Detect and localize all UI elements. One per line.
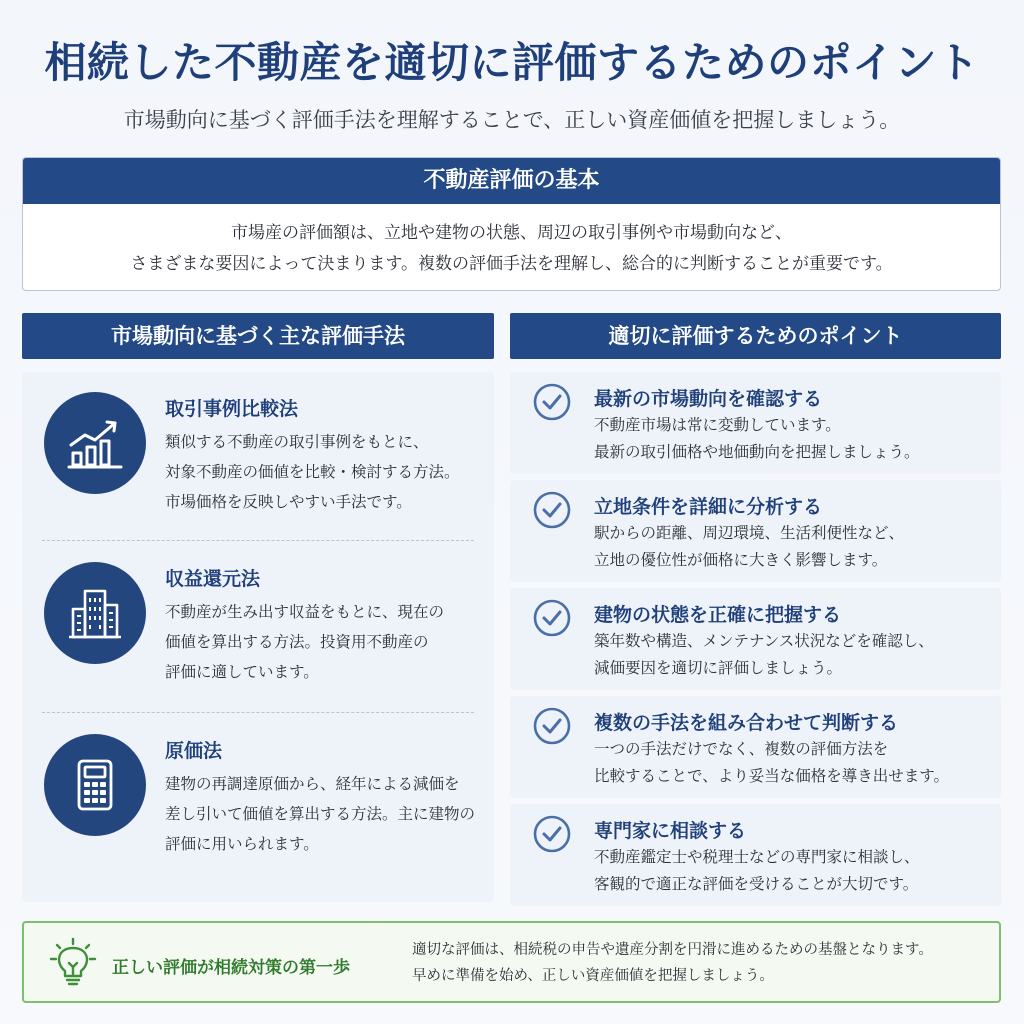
check-circle-icon xyxy=(532,382,572,422)
check-circle-icon xyxy=(532,598,572,638)
points-heading: 適切に評価するためのポイント xyxy=(510,313,1001,359)
divider xyxy=(42,712,474,713)
footer-desc-line: 適切な評価は、相続税の申告や遺産分割を円滑に進めるための基盤となります。 xyxy=(412,942,933,958)
calculator-icon xyxy=(44,734,146,836)
bar-chart-growth-icon xyxy=(44,392,146,494)
point-desc-line: 不動産市場は常に変動しています。 xyxy=(594,416,841,434)
basics-heading: 不動産評価の基本 xyxy=(23,158,1000,204)
check-circle-icon xyxy=(532,706,572,746)
point-title: 最新の市場動向を確認する xyxy=(594,388,823,410)
footer-desc-line: 早めに準備を始め、正しい資産価値を把握しましょう。 xyxy=(412,968,774,984)
footer-desc xyxy=(412,937,933,989)
basics-line: 市場産の評価額は、立地や建物の状態、周辺の取引事例や市場動向など、 xyxy=(231,223,792,243)
footer-title: 正しい評価が相続対策の第一歩 xyxy=(112,958,350,978)
point-item xyxy=(510,804,1001,906)
basics-line: さまざまな要因によって決まります。複数の評価手法を理解し、総合的に判断することが重要です。 xyxy=(130,254,893,274)
point-desc-line: 減価要因を適切に評価しましょう。 xyxy=(594,659,843,677)
method-desc-line: 評価に用いられます。 xyxy=(165,835,319,853)
page-title: 相続した不動産を適切に評価するためのポイント xyxy=(44,38,980,87)
lightbulb-icon xyxy=(48,937,98,989)
point-title: 複数の手法を組み合わせて判断する xyxy=(594,712,899,734)
building-icon xyxy=(44,562,146,664)
point-desc xyxy=(594,628,934,682)
page-subtitle: 市場動向に基づく評価手法を理解することで、正しい資産価値を把握しましょう。 xyxy=(123,108,901,132)
method-title: 取引事例比較法 xyxy=(165,398,299,420)
point-desc xyxy=(594,844,920,898)
method-item xyxy=(22,714,494,884)
footer-callout xyxy=(22,921,1001,1003)
point-desc-line: 立地の優位性が価格に大きく影響します。 xyxy=(594,551,888,569)
method-desc-line: 対象不動産の価値を比較・検討する方法。 xyxy=(165,463,460,481)
method-desc xyxy=(165,769,475,859)
method-desc-line: 建物の再調達原価から、経年による減価を xyxy=(165,775,460,793)
method-desc-line: 評価に適しています。 xyxy=(165,663,319,681)
point-desc-line: 一つの手法だけでなく、複数の評価方法を xyxy=(594,740,889,758)
point-desc xyxy=(594,736,949,790)
basics-body xyxy=(23,204,1000,280)
method-item xyxy=(22,372,494,542)
method-item xyxy=(22,542,494,712)
point-title: 立地条件を詳細に分析する xyxy=(594,496,823,518)
point-item xyxy=(510,480,1001,582)
point-desc-line: 最新の取引価格や地価動向を把握しましょう。 xyxy=(594,443,920,461)
method-desc xyxy=(165,427,460,517)
methods-heading: 市場動向に基づく主な評価手法 xyxy=(22,313,494,359)
point-item xyxy=(510,696,1001,798)
point-desc xyxy=(594,412,920,466)
point-desc-line: 築年数や構造、メンテナンス状況などを確認し、 xyxy=(594,632,934,650)
point-desc-line: 駅からの距離、周辺環境、生活利便性など、 xyxy=(594,524,905,542)
method-desc-line: 不動産が生み出す収益をもとに、現在の xyxy=(165,603,445,621)
point-title: 建物の状態を正確に把握する xyxy=(594,604,842,626)
method-desc xyxy=(165,597,444,687)
method-desc-line: 類似する不動産の取引事例をもとに、 xyxy=(165,433,429,451)
method-desc-line: 市場価格を反映しやすい手法です。 xyxy=(165,493,412,511)
method-title: 収益還元法 xyxy=(165,568,261,590)
basics-section xyxy=(22,157,1001,291)
check-circle-icon xyxy=(532,490,572,530)
point-desc xyxy=(594,520,904,574)
point-item xyxy=(510,588,1001,690)
point-desc-line: 比較することで、より妥当な価格を導き出せます。 xyxy=(594,767,949,785)
methods-panel xyxy=(22,372,494,902)
method-desc-line: 差し引いて価値を算出する方法。主に建物の xyxy=(165,805,476,823)
point-title: 専門家に相談する xyxy=(594,820,747,842)
method-title: 原価法 xyxy=(165,740,223,762)
point-desc-line: 不動産鑑定士や税理士などの専門家に相談し、 xyxy=(594,848,920,866)
check-circle-icon xyxy=(532,814,572,854)
divider xyxy=(42,540,474,541)
point-item xyxy=(510,372,1001,474)
point-desc-line: 客観的で適正な評価を受けることが大切です。 xyxy=(594,875,919,893)
method-desc-line: 価値を算出する方法。投資用不動産の xyxy=(165,633,429,651)
